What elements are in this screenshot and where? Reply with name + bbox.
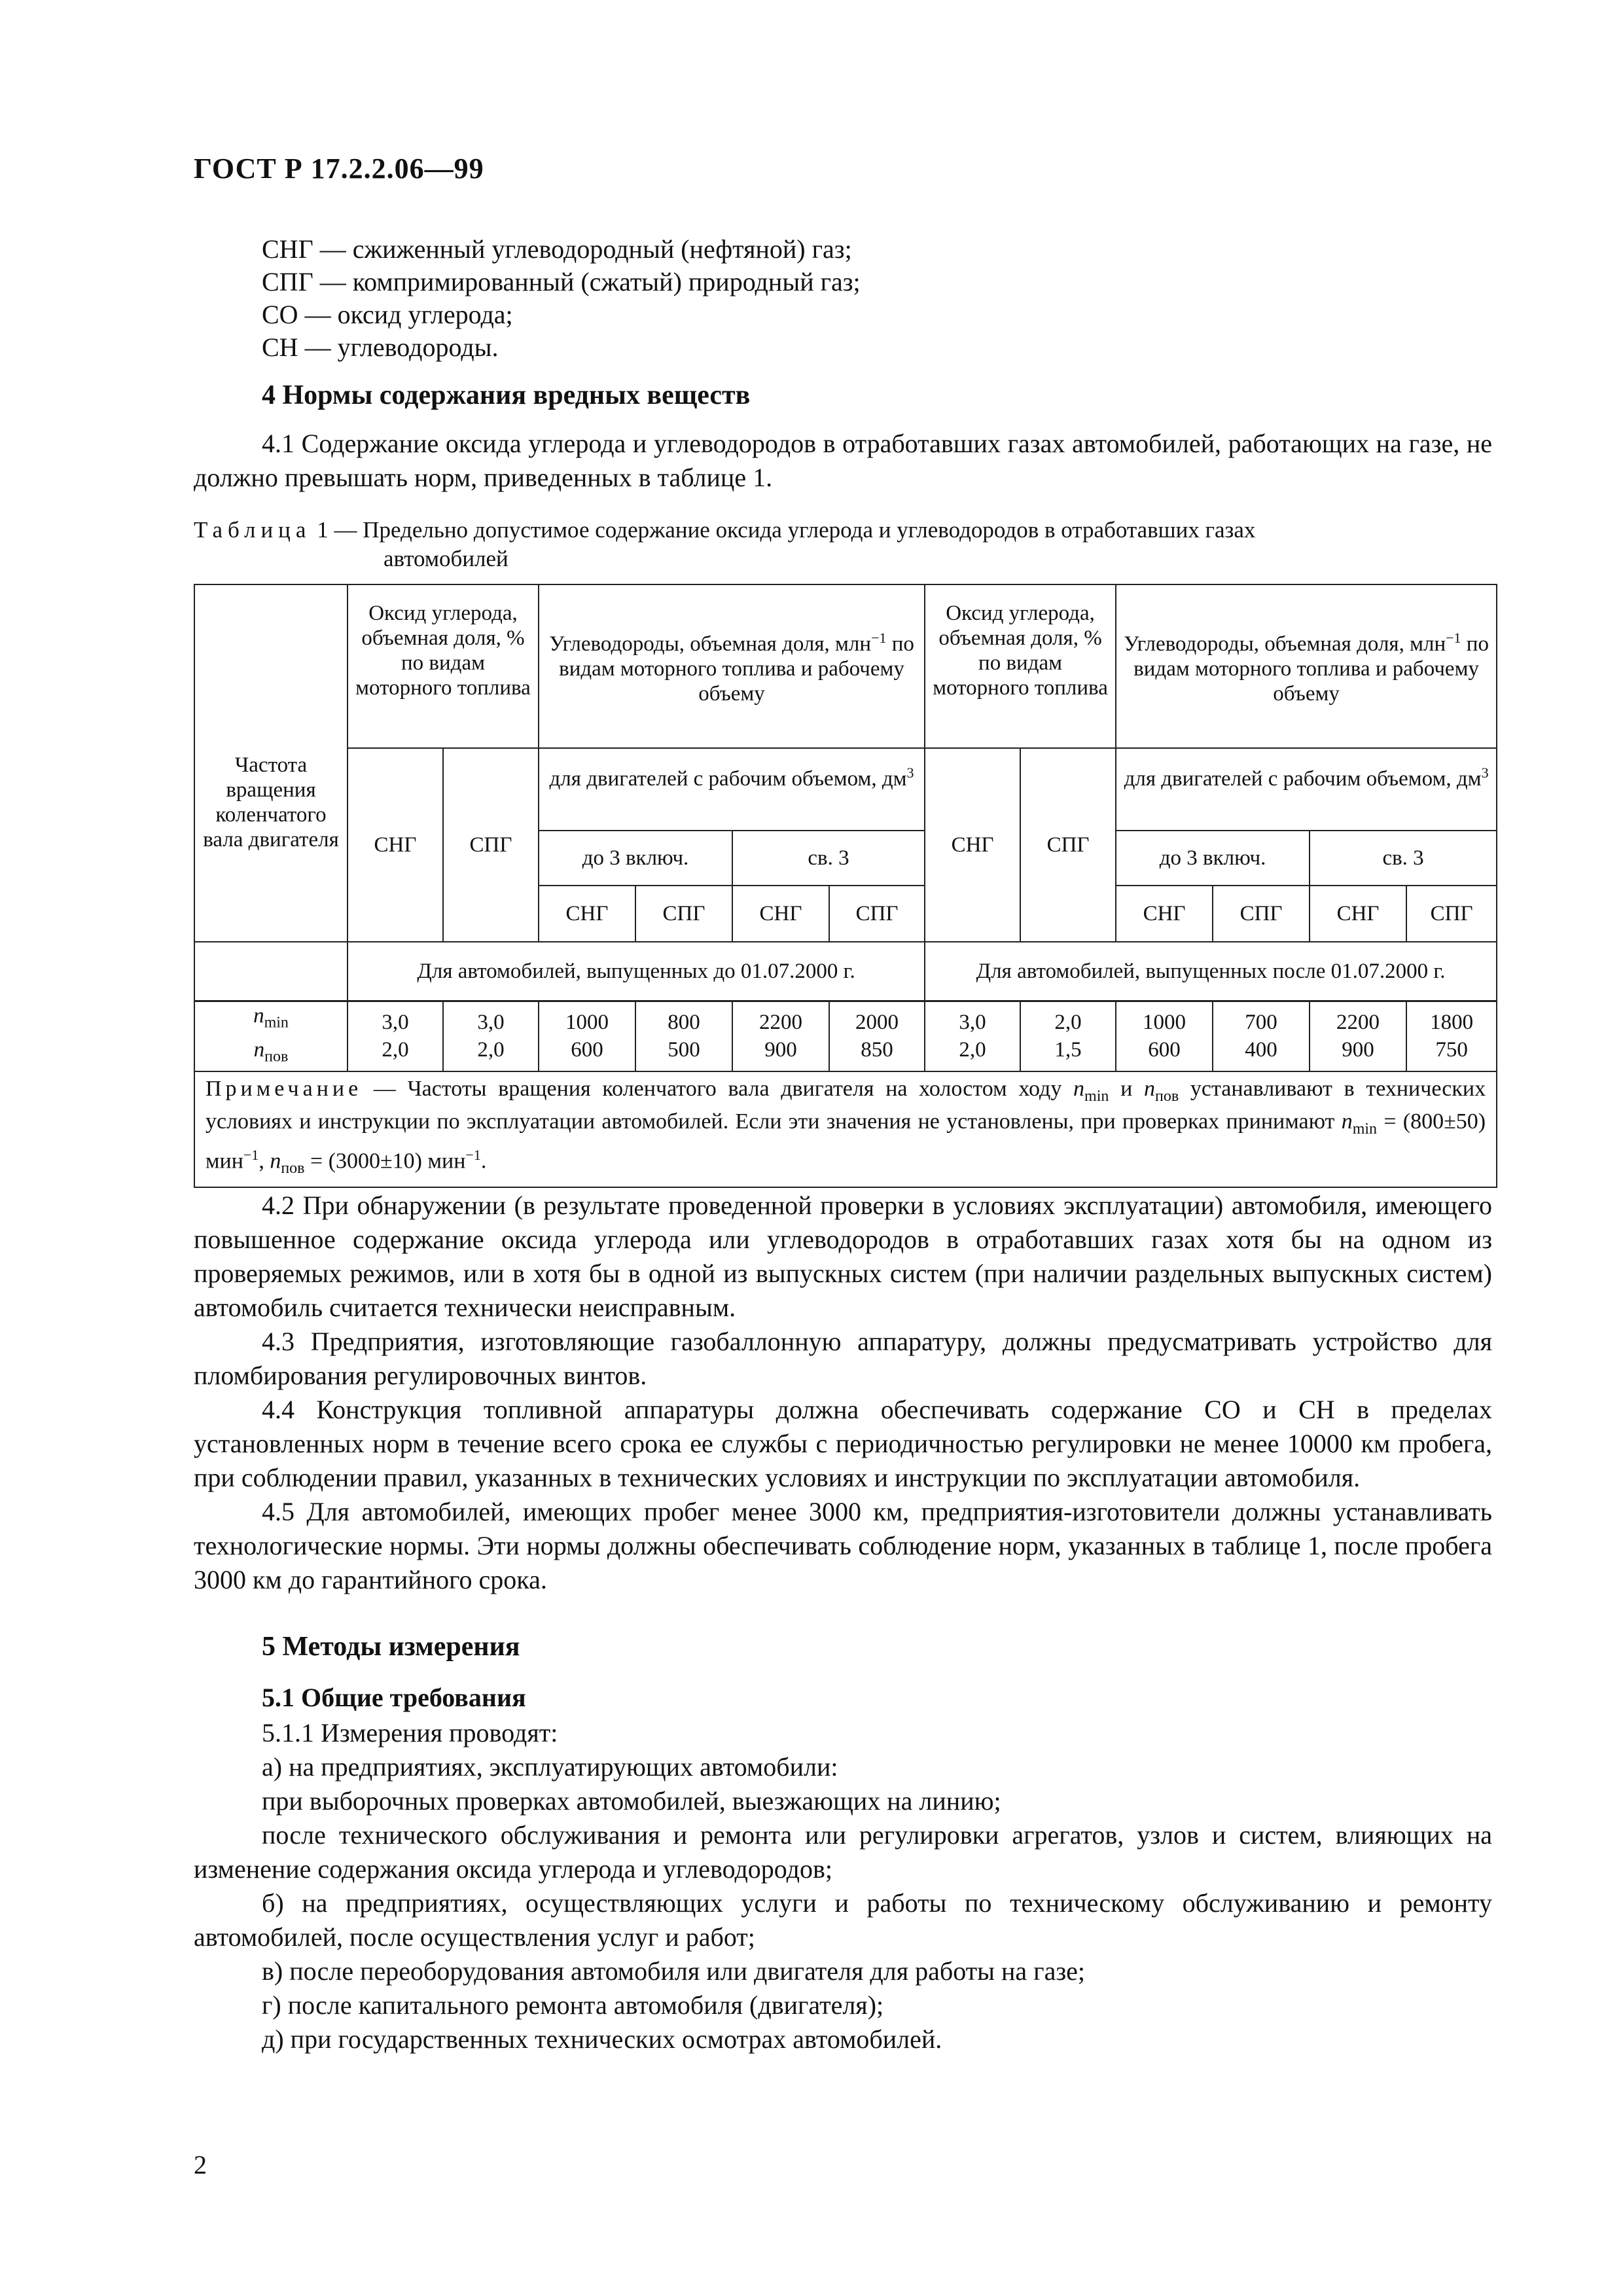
engine-volume-text: для двигателей с рабочим объемом, дм	[1124, 767, 1482, 791]
min-value: 2200	[759, 1011, 802, 1035]
paragraph-4-4: 4.4 Конструкция топливной аппаратуры должна обеспечивать содержание СО и СН в пределах установленных норм в течение всего срока ее службы с периодичностью регулировки не менее 10000 км пробега, при соблюдении правил, указанных в технических условиях и инструкции по эксплуатации автомобиля.	[194, 1395, 1492, 1492]
sng-header: СНГ	[1116, 886, 1213, 942]
spg-header: СПГ	[1406, 886, 1497, 942]
spg-header: СПГ	[1020, 748, 1116, 942]
sng-header: СНГ	[925, 748, 1020, 942]
list-item: г) после капитального ремонта автомобиля (двигателя);	[262, 1990, 884, 2020]
n-pov-sub: пов	[281, 1160, 305, 1177]
paragraph-4-2: 4.2 При обнаружении (в результате проведенной проверки в условиях эксплуатации) автомобиля, имеющего повышенное содержание оксида углерода или углеводородов в отработавших газах хотя бы на одном из проверяемых режимов, или в хотя бы в одной из выпускных систем (при наличии раздельных выпускных систем) автомобиль считается технически неисправным.	[194, 1191, 1492, 1322]
paragraphs-4-2-to-4-5	[194, 1189, 1492, 1597]
value-cell	[732, 1001, 829, 1071]
section-5-title: 5 Методы измерения	[262, 1632, 520, 1662]
list-item: после технического обслуживания и ремонта или регулировки агрегатов, узлов и систем, влияющих на изменение содержания оксида углерода и углеводородов;	[194, 1820, 1492, 1884]
table-caption-label: Таблица	[194, 517, 312, 543]
document-header: ГОСТ Р 17.2.2.06—99	[194, 152, 484, 185]
spg-header: СПГ	[1213, 886, 1310, 942]
note-sup: −1	[243, 1147, 259, 1164]
value-cell	[1020, 1001, 1116, 1071]
pov-value: 2,0	[477, 1038, 505, 1062]
list-item: 5.1.1 Измерения проводят:	[262, 1718, 558, 1748]
list-item: б) на предприятиях, осуществляющих услуги и работы по техническому обслуживанию и ремонту автомобилей, после осуществления услуг и работ;	[194, 1888, 1492, 1952]
spg-header: СПГ	[443, 748, 539, 942]
note-text: ,	[259, 1149, 270, 1174]
engine-volume-sup: 3	[906, 764, 914, 781]
n-min-sub: min	[1352, 1121, 1378, 1138]
pov-value: 900	[764, 1038, 797, 1062]
n-letter: n	[1341, 1109, 1353, 1134]
value-cell	[1213, 1001, 1310, 1071]
min-value: 3,0	[477, 1011, 505, 1035]
over-3-header: св. 3	[1310, 831, 1497, 886]
norms-table	[194, 584, 1497, 1188]
pov-value: 600	[1148, 1038, 1181, 1062]
list-item: д) при государственных технических осмотрах автомобилей.	[262, 2024, 942, 2054]
sng-header: СНГ	[1310, 886, 1406, 942]
sng-header: СНГ	[732, 886, 829, 942]
n-min-sub: min	[1084, 1087, 1109, 1105]
pov-value: 500	[668, 1038, 700, 1062]
up-to-3-header: до 3 включ.	[1116, 831, 1310, 886]
pov-value: 850	[861, 1038, 893, 1062]
co-header: Оксид углерода, объемная доля, % по видам моторного топлива	[348, 584, 539, 748]
note-text: = (3000±10) мин	[304, 1149, 466, 1174]
pov-value: 600	[571, 1038, 603, 1062]
ch-header-text: по видам моторного топлива и рабочему объему	[559, 632, 914, 706]
value-cell	[539, 1001, 635, 1071]
list-item: в) после переоборудования автомобиля или двигателя для работы на газе;	[262, 1956, 1086, 1986]
abbreviation-list	[262, 233, 861, 364]
paragraph-4-3: 4.3 Предприятия, изготовляющие газобаллонную аппаратуру, должны предусматривать устройство для пломбирования регулировочных винтов.	[194, 1327, 1492, 1390]
abbreviation-item: СПГ — компримированный (сжатый) природный газ;	[262, 267, 861, 296]
note-text: и	[1109, 1076, 1144, 1101]
engine-volume-sup: 3	[1481, 764, 1489, 781]
n-letter: n	[1073, 1076, 1085, 1101]
abbreviation-item: СНГ — сжиженный углеводородный (нефтяной) газ;	[262, 234, 852, 264]
ch-header	[1116, 584, 1497, 748]
min-value: 800	[668, 1011, 700, 1035]
value-cell	[635, 1001, 732, 1071]
n-pov-sub: пов	[1154, 1087, 1179, 1105]
n-letter: n	[253, 1038, 265, 1062]
sng-header: СНГ	[539, 886, 635, 942]
engine-volume-text: для двигателей с рабочим объемом, дм	[549, 767, 907, 791]
ch-header-text: по видам моторного топлива и рабочему объему	[1133, 632, 1489, 706]
ch-header-sup: −1	[1446, 630, 1461, 646]
ch-header-sup: −1	[871, 630, 887, 646]
up-to-3-header: до 3 включ.	[539, 831, 732, 886]
page-number: 2	[194, 2150, 207, 2179]
note-text: устанавливают в технических условиях и инструкции по эксплуатации автомобилей. Если эти значения не установлены, при проверках принимают	[205, 1076, 1486, 1134]
n-letter: n	[1143, 1076, 1155, 1101]
paragraph-4-1	[194, 427, 1492, 495]
abbreviation-item: СН — углеводороды.	[262, 332, 499, 362]
value-cell	[829, 1001, 925, 1071]
note-text: = (800±50) мин	[205, 1109, 1486, 1174]
ch-header	[539, 584, 925, 748]
spg-header: СПГ	[635, 886, 732, 942]
rpm-column-header: Частота вращения коленчатого вала двигателя	[194, 584, 348, 942]
value-cell	[925, 1001, 1020, 1071]
n-pov-sub: пов	[264, 1048, 289, 1066]
note-text: — Частоты вращения коленчатого вала двигателя на холостом ходу	[362, 1076, 1074, 1101]
note-text: .	[480, 1149, 487, 1174]
pov-value: 2,0	[959, 1038, 986, 1062]
ch-header-text: Углеводороды, объемная доля, млн	[549, 632, 872, 656]
min-value: 2,0	[1054, 1011, 1082, 1035]
paragraph-4-5: 4.5 Для автомобилей, имеющих пробег менее 3000 км, предприятия-изготовители должны устанавливать технологические нормы. Эти нормы должны обеспечивать соблюдение норм, указанных в таблице 1, после пробега 3000 км до гарантийного срока.	[194, 1497, 1492, 1594]
n-min-sub: min	[264, 1014, 289, 1031]
min-value: 2200	[1336, 1011, 1380, 1035]
min-value: 3,0	[382, 1011, 409, 1035]
empty-cell	[194, 942, 348, 1001]
pov-value: 750	[1435, 1038, 1468, 1062]
spg-header: СПГ	[829, 886, 925, 942]
min-value: 1000	[565, 1011, 609, 1035]
after-date-label: Для автомобилей, выпущенных после 01.07.2000 г.	[925, 942, 1497, 1001]
list-item: при выборочных проверках автомобилей, выезжающих на линию;	[262, 1786, 1001, 1816]
sng-header: СНГ	[348, 748, 443, 942]
section-4-title: 4 Нормы содержания вредных веществ	[262, 380, 751, 410]
rpm-mode-cell	[194, 1001, 348, 1071]
before-date-label: Для автомобилей, выпущенных до 01.07.2000 г.	[348, 942, 925, 1001]
min-value: 1000	[1143, 1011, 1186, 1035]
pov-value: 400	[1245, 1038, 1277, 1062]
table-caption	[194, 516, 1492, 573]
co-header: Оксид углерода, объемная доля, % по видам моторного топлива	[925, 584, 1116, 748]
pov-value: 1,5	[1054, 1038, 1082, 1062]
note-label: Примечание	[205, 1076, 363, 1101]
value-cell	[443, 1001, 539, 1071]
min-value: 2000	[855, 1011, 899, 1035]
value-cell	[1116, 1001, 1213, 1071]
n-letter: n	[270, 1149, 281, 1174]
table-note	[194, 1071, 1497, 1188]
ch-header-text: Углеводороды, объемная доля, млн	[1124, 632, 1446, 656]
over-3-header: св. 3	[732, 831, 925, 886]
min-value: 3,0	[959, 1011, 986, 1035]
value-cell	[1310, 1001, 1406, 1071]
min-value: 1800	[1430, 1011, 1474, 1035]
engine-volume-header	[1116, 748, 1497, 831]
value-cell	[1406, 1001, 1497, 1071]
abbreviation-item: СО — оксид углерода;	[262, 300, 513, 329]
min-value: 700	[1245, 1011, 1277, 1035]
n-letter: n	[253, 1003, 264, 1028]
paragraph-text: 4.1 Содержание оксида углерода и углеводородов в отработавших газах автомобилей, работающих на газе, не должно превышать норм, приведенных в таблице 1.	[194, 429, 1492, 492]
engine-volume-header	[539, 748, 925, 831]
table-caption-text: 1 — Предельно допустимое содержание оксида углерода и углеводородов в отработавших газах	[311, 517, 1256, 543]
pov-value: 900	[1342, 1038, 1374, 1062]
value-cell	[348, 1001, 443, 1071]
list-item: а) на предприятиях, эксплуатирующих автомобили:	[262, 1752, 838, 1782]
section-5-1-title: 5.1 Общие требования	[262, 1683, 526, 1712]
table-caption-continuation: автомобилей	[383, 546, 508, 571]
pov-value: 2,0	[382, 1038, 409, 1062]
section-5-1-list	[194, 1716, 1492, 2056]
note-sup: −1	[465, 1147, 481, 1164]
